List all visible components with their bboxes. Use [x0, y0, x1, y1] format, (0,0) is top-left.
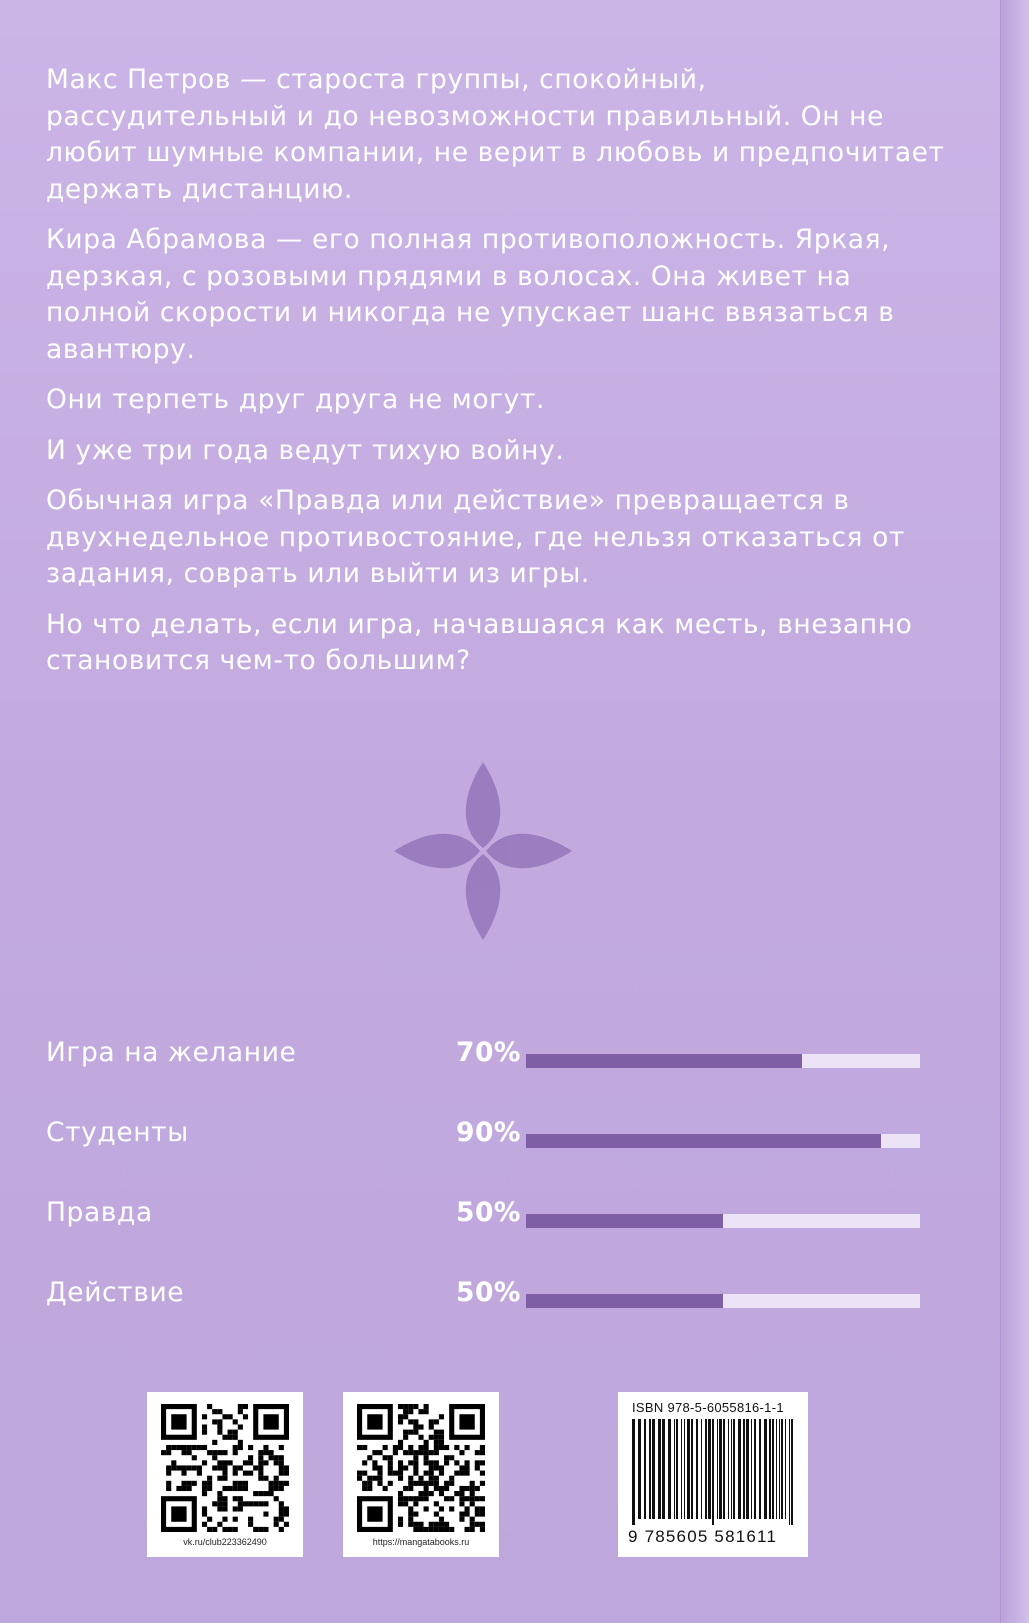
stat-label: Студенты: [46, 1117, 189, 1148]
qr-code-icon[interactable]: [357, 1404, 485, 1532]
stats-list: [46, 1036, 926, 1356]
barcode-icon: [630, 1419, 796, 1525]
stat-label: Правда: [46, 1197, 153, 1228]
cover-spine-edge: [1000, 0, 1029, 1623]
progress-bar: [526, 1214, 920, 1228]
qr-caption: vk.ru/club223362490: [183, 1537, 267, 1547]
progress-fill: [526, 1214, 723, 1228]
blurb-paragraph: Обычная игра «Правда или действие» превращается в двухнедельное противостояние, где нельзя отказаться от задания, соврать или выйти из игры.: [46, 485, 905, 589]
stat-percent: 70%: [456, 1037, 521, 1068]
isbn-text: ISBN 978-5-6055816-1-1: [632, 1400, 784, 1415]
barcode-card: [618, 1392, 808, 1557]
blurb-paragraph: Они терпеть друг друга не могут.: [46, 384, 546, 415]
qr-code-icon[interactable]: [161, 1404, 289, 1532]
stat-row: [46, 1116, 926, 1196]
stat-label: Игра на желание: [46, 1037, 297, 1068]
progress-fill: [526, 1294, 723, 1308]
qr-card-site[interactable]: [343, 1392, 499, 1557]
qr-card-vk[interactable]: [147, 1392, 303, 1557]
stat-label: Действие: [46, 1277, 185, 1308]
blurb-paragraph: Кира Абрамова — его полная противоположность. Яркая, дерзкая, с розовыми прядями в волосах. Она живет на полной скорости и никогда не упускает шанс ввязаться в авантюру.: [46, 224, 895, 365]
stat-row: [46, 1036, 926, 1116]
progress-bar: [526, 1054, 920, 1068]
blurb-paragraph: Но что делать, если игра, начавшаяся как месть, внезапно становится чем-то большим?: [46, 608, 913, 676]
stat-row: [46, 1276, 926, 1356]
barcode-digits: 9 785605 581611: [628, 1527, 778, 1546]
blurb-text: [46, 62, 946, 694]
blurb-paragraph: Макс Петров — староста группы, спокойный, рассудительный и до невозможности правильный. Он не любит шумные компании, не верит в любовь и предпочитает держать дистанцию.: [46, 64, 945, 205]
four-petal-flower-icon: [390, 758, 576, 944]
progress-bar: [526, 1134, 920, 1148]
qr-caption: https://mangatabooks.ru: [372, 1537, 470, 1547]
progress-bar: [526, 1294, 920, 1308]
progress-fill: [526, 1134, 881, 1148]
stat-percent: 90%: [456, 1117, 521, 1148]
stat-percent: 50%: [456, 1277, 521, 1308]
blurb-paragraph: И уже три года ведут тихую войну.: [46, 434, 565, 466]
progress-fill: [526, 1054, 802, 1068]
stat-percent: 50%: [456, 1197, 521, 1228]
stat-row: [46, 1196, 926, 1276]
